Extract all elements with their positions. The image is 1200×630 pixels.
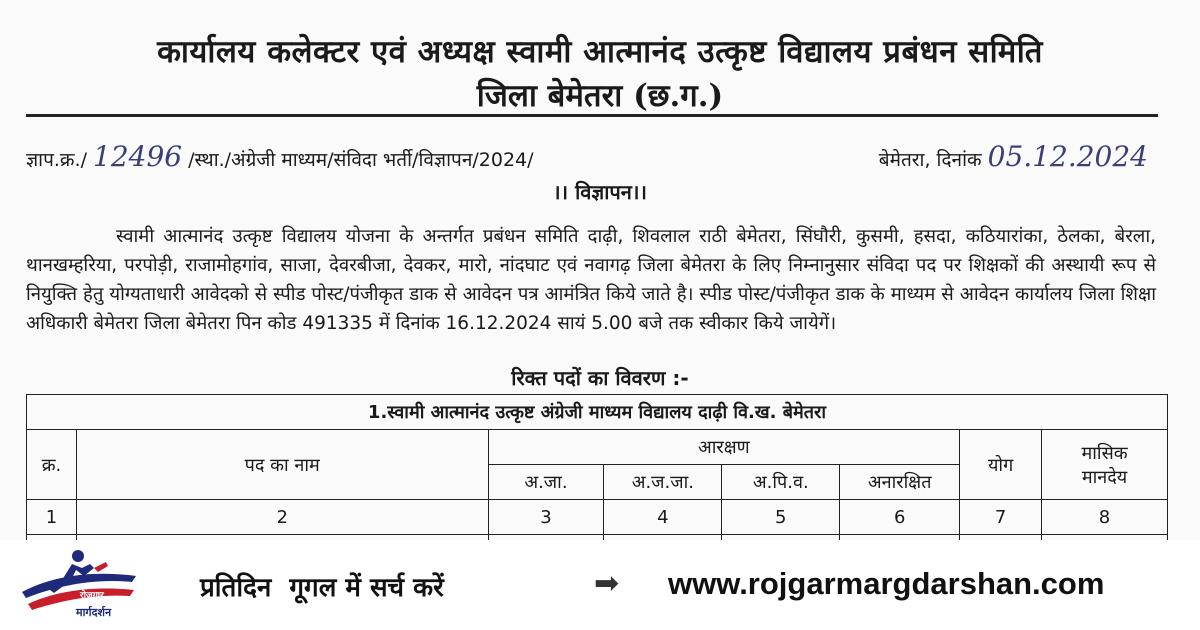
logo-text-2: मार्गदर्शन [76, 606, 112, 619]
header-divider [26, 114, 1158, 117]
col-reservation: आरक्षण [488, 430, 960, 465]
table-header-row-1 [27, 430, 1168, 465]
col-st: अ.ज.जा. [604, 465, 722, 500]
num-cell: 7 [960, 500, 1042, 535]
num-cell: 1 [27, 500, 77, 535]
col-serial: क्र. [27, 430, 77, 500]
date-value: 05.12.2024 [987, 140, 1148, 173]
place-date-label: बेमेतरा, दिनांक [878, 149, 982, 171]
reference-line [26, 140, 534, 173]
ref-prefix: ज्ञाप.क्र./ [26, 149, 87, 171]
notice-body [26, 222, 1156, 338]
num-cell: 3 [488, 500, 604, 535]
header-office-title: कार्यालय कलेक्टर एवं अध्यक्ष स्वामी आत्मानंद उत्कृष्ट विद्यालय प्रबंधन समिति [157, 34, 1043, 70]
ref-suffix: /स्था./अंग्रेजी माध्यम/संविदा भर्ती/विज्ञापन/2024/ [188, 149, 534, 171]
col-sc: अ.जा. [488, 465, 604, 500]
col-monthly-line1: मासिक [1081, 442, 1128, 464]
school-title: 1.स्वामी आत्मानंद उत्कृष्ट अंग्रेजी माध्यम विद्यालय दाढ़ी वि.ख. बेमेतरा [27, 395, 1168, 430]
col-post-name: पद का नाम [76, 430, 488, 500]
logo-text-1: रोजगार [80, 591, 104, 601]
col-unreserved: अनारक्षित [840, 465, 960, 500]
vacancy-heading: रिक्त पदों का विवरण :- [511, 366, 689, 390]
header-district: जिला बेमेतरा (छ.ग.) [476, 78, 724, 114]
notice-title: ।। विज्ञापन।। [552, 180, 648, 204]
num-cell: 2 [76, 500, 488, 535]
col-monthly [1042, 430, 1168, 500]
num-cell: 5 [722, 500, 840, 535]
num-cell: 4 [604, 500, 722, 535]
place-date-line [879, 140, 1148, 173]
table-school-row [27, 395, 1168, 430]
table-number-row [27, 500, 1168, 535]
arrow-right-icon: ➡ [594, 566, 620, 601]
promo-footer [0, 540, 1200, 630]
num-cell: 6 [840, 500, 960, 535]
notice-body-text: स्वामी आत्मानंद उत्कृष्ट विद्यालय योजना के अन्तर्गत प्रबंधन समिति दाढ़ी, शिवलाल राठी बेमेतरा, सिंघौरी, कुसमी, हसदा, कठियारांका, ठेलका, बेरला, थानखम्हरिया, परपोड़ी, राजामोहगांव, साजा, देवरबीजा, देवकर, मारो, नांदघाट एवं नवागढ़ जिला बेमेतरा के लिए निम्नानुसार संविदा पद पर शिक्षकों की अस्थायी रूप से नियुक्ति हेतु योग्यताधारी आवेदको से स्पीड पोस्ट/पंजीकृत डाक से आवेदन पत्र आमंत्रित किये जाते है। स्पीड पोस्ट/पंजीकृत डाक के माध्यम से आवेदन कार्यालय जिला शिक्षा अधिकारी बेमेतरा जिला बेमेतरा पिन कोड 491335 में दिनांक 16.12.2024 सायं 5.00 बजे तक स्वीकार किये जायेगें। [26, 226, 1156, 334]
website-url[interactable]: www.rojgarmargdarshan.com [668, 566, 1105, 601]
footer-tagline: प्रतिदिन गूगल में सर्च करें [200, 573, 444, 603]
num-cell: 8 [1042, 500, 1168, 535]
col-monthly-line2: मानदेय [1081, 466, 1128, 488]
col-total: योग [960, 430, 1042, 500]
rojgar-margdarshan-logo [14, 546, 144, 626]
ref-number: 12496 [93, 140, 183, 173]
col-obc: अ.पि.व. [722, 465, 840, 500]
